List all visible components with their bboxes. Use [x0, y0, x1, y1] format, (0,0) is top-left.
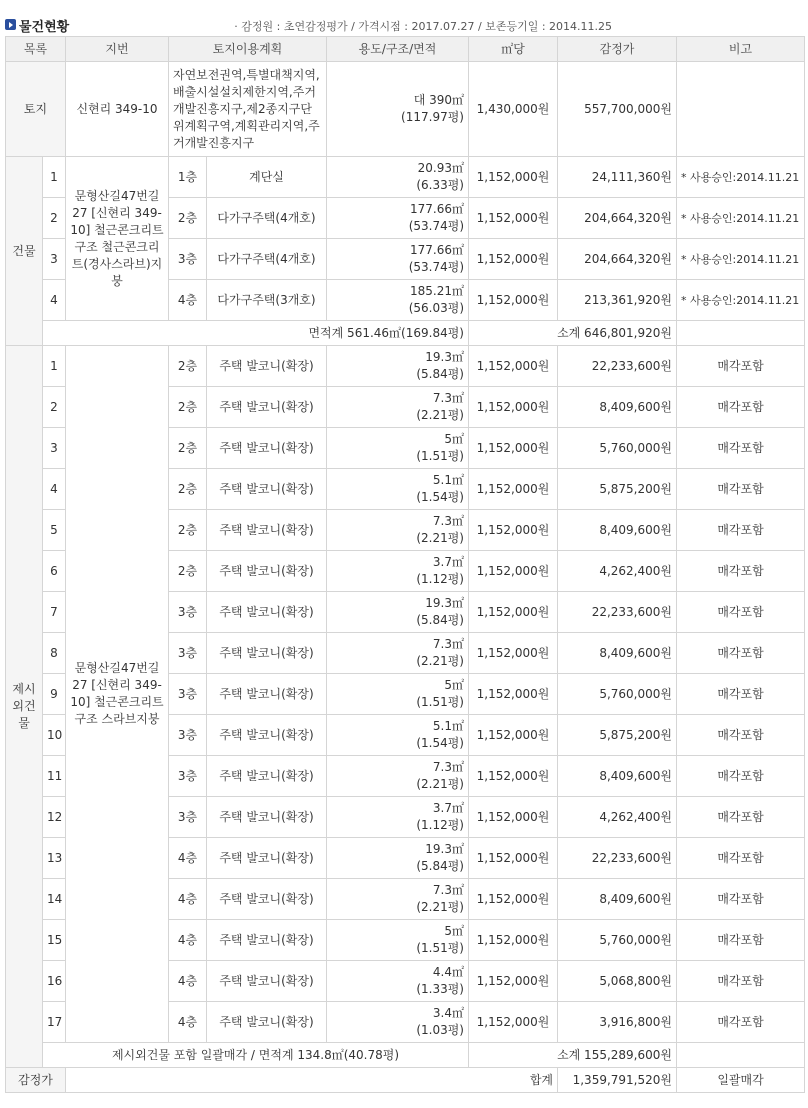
extra-area-py: (1.54평) [416, 736, 464, 750]
extra-unit-price: 1,152,000원 [469, 633, 558, 674]
extra-area-py: (1.33평) [416, 982, 464, 996]
extra-unit-price: 1,152,000원 [469, 756, 558, 797]
extra-floor: 4층 [169, 1002, 207, 1043]
extra-price: 5,760,000원 [558, 920, 677, 961]
extra-no: 5 [43, 510, 66, 551]
section-header [0, 0, 808, 38]
extra-floor: 3층 [169, 633, 207, 674]
extra-floor: 2층 [169, 428, 207, 469]
building-unit-price: 1,152,000원 [469, 157, 558, 198]
extra-area-sqm: 19.3㎡ [425, 350, 464, 364]
extra-no: 16 [43, 961, 66, 1002]
extra-area-py: (1.12평) [416, 572, 464, 586]
building-note: * 사용승인:2014.11.21 [677, 239, 805, 280]
land-note [677, 62, 805, 157]
building-floor: 1층 [169, 157, 207, 198]
extra-area [327, 510, 469, 551]
extra-floor: 4층 [169, 838, 207, 879]
extra-price: 5,875,200원 [558, 715, 677, 756]
extra-area [327, 920, 469, 961]
extra-unit-price: 1,152,000원 [469, 346, 558, 387]
extra-note: 매각포함 [677, 1002, 805, 1043]
building-area-sqm: 20.93㎡ [417, 161, 464, 175]
extra-floor: 2층 [169, 387, 207, 428]
extra-area [327, 469, 469, 510]
land-unit-price: 1,430,000원 [469, 62, 558, 157]
extra-use: 주택 발코니(확장) [207, 838, 327, 879]
extra-floor: 2층 [169, 346, 207, 387]
appraisal-total-label: 합계 [66, 1068, 558, 1093]
building-price: 204,664,320원 [558, 198, 677, 239]
building-row [6, 157, 805, 198]
extra-area-sqm: 7.3㎡ [432, 391, 464, 405]
land-area [327, 62, 469, 157]
building-floor: 4층 [169, 280, 207, 321]
extra-no: 7 [43, 592, 66, 633]
extra-note: 매각포함 [677, 469, 805, 510]
extra-jibun: 문형산길47번길 27 [신현리 349-10] 철근콘크리트구조 스라브지붕 [66, 346, 169, 1043]
building-use: 다가구주택(3개호) [207, 280, 327, 321]
extra-note: 매각포함 [677, 551, 805, 592]
land-area-py: (117.97평) [401, 110, 464, 124]
extra-use: 주택 발코니(확장) [207, 756, 327, 797]
extra-area-sqm: 5.1㎡ [432, 719, 464, 733]
extra-area-sqm: 4.4㎡ [432, 965, 464, 979]
extra-use: 주택 발코니(확장) [207, 551, 327, 592]
extra-no: 3 [43, 428, 66, 469]
extra-note: 매각포함 [677, 920, 805, 961]
extra-use: 주택 발코니(확장) [207, 715, 327, 756]
extra-area-py: (1.12평) [416, 818, 464, 832]
appraisal-note: 일괄매각 [677, 1068, 805, 1093]
extra-area-sqm: 5.1㎡ [432, 473, 464, 487]
extra-unit-price: 1,152,000원 [469, 551, 558, 592]
extra-no: 6 [43, 551, 66, 592]
extra-use: 주택 발코니(확장) [207, 674, 327, 715]
building-area-py: (53.74평) [408, 260, 464, 274]
extra-price: 8,409,600원 [558, 387, 677, 428]
extra-area-sqm: 3.7㎡ [432, 801, 464, 815]
table-header-row [6, 37, 805, 62]
extra-unit-price: 1,152,000원 [469, 1002, 558, 1043]
extra-no: 10 [43, 715, 66, 756]
extra-area [327, 838, 469, 879]
extra-area-sqm: 3.4㎡ [432, 1006, 464, 1020]
extra-use: 주택 발코니(확장) [207, 469, 327, 510]
building-unit-price: 1,152,000원 [469, 239, 558, 280]
extra-unit-price: 1,152,000원 [469, 879, 558, 920]
building-area-total: 면적계 561.46㎡(169.84평) [43, 321, 469, 346]
extra-note: 매각포함 [677, 961, 805, 1002]
building-area-sqm: 177.66㎡ [410, 243, 464, 257]
extra-price: 4,262,400원 [558, 797, 677, 838]
extra-area-sqm: 5㎡ [444, 432, 464, 446]
extra-unit-price: 1,152,000원 [469, 961, 558, 1002]
building-area-sqm: 185.21㎡ [410, 284, 464, 298]
extra-note: 매각포함 [677, 428, 805, 469]
extra-area-py: (1.51평) [416, 449, 464, 463]
land-jibun: 신현리 349-10 [66, 62, 169, 157]
extra-area-py: (1.51평) [416, 941, 464, 955]
extra-use: 주택 발코니(확장) [207, 633, 327, 674]
building-jibun: 문형산길47번길 27 [신현리 349-10] 철근콘크리트구조 철근콘크리트(경사스라브)지붕 [66, 157, 169, 321]
col-header-note: 비고 [677, 37, 805, 62]
section-title: 물건현황 [19, 20, 70, 35]
extra-price: 8,409,600원 [558, 879, 677, 920]
building-area [327, 198, 469, 239]
extra-area-sqm: 7.3㎡ [432, 760, 464, 774]
extra-floor: 4층 [169, 920, 207, 961]
building-use: 다가구주택(4개호) [207, 198, 327, 239]
extra-price: 5,875,200원 [558, 469, 677, 510]
extra-area-total: 제시외건물 포함 일괄매각 / 면적계 134.8㎡(40.78평) [43, 1043, 469, 1068]
extra-price: 5,760,000원 [558, 428, 677, 469]
extra-note: 매각포함 [677, 592, 805, 633]
col-header-price: 감정가 [558, 37, 677, 62]
land-plan: 자연보전권역,특별대책지역,배출시설설치제한지역,주거개발진흥지구,제2종지구단위계획구역,계획관리지역,주거개발진흥지구 [169, 62, 327, 157]
building-floor: 2층 [169, 198, 207, 239]
building-unit-price: 1,152,000원 [469, 280, 558, 321]
extra-area [327, 797, 469, 838]
extra-note: 매각포함 [677, 838, 805, 879]
land-label: 토지 [6, 62, 66, 157]
extra-use: 주택 발코니(확장) [207, 387, 327, 428]
extra-area [327, 756, 469, 797]
extra-unit-price: 1,152,000원 [469, 592, 558, 633]
building-price: 24,111,360원 [558, 157, 677, 198]
property-table [5, 36, 805, 1093]
extra-unit-price: 1,152,000원 [469, 838, 558, 879]
extra-no: 2 [43, 387, 66, 428]
extra-no: 14 [43, 879, 66, 920]
extra-subtotal-empty [677, 1043, 805, 1068]
extra-no: 15 [43, 920, 66, 961]
extra-price: 3,916,800원 [558, 1002, 677, 1043]
building-no: 1 [43, 157, 66, 198]
extra-area-sqm: 7.3㎡ [432, 514, 464, 528]
building-subtotal-row [6, 321, 805, 346]
extra-note: 매각포함 [677, 510, 805, 551]
extra-area-py: (2.21평) [416, 531, 464, 545]
extra-price: 22,233,600원 [558, 838, 677, 879]
appraisal-row [6, 1068, 805, 1093]
col-header-plan: 토지이용계획 [169, 37, 327, 62]
extra-area [327, 879, 469, 920]
col-header-unit-price: ㎡당 [469, 37, 558, 62]
extra-price: 22,233,600원 [558, 346, 677, 387]
extra-area-sqm: 3.7㎡ [432, 555, 464, 569]
extra-unit-price: 1,152,000원 [469, 797, 558, 838]
extra-area [327, 592, 469, 633]
extra-no: 13 [43, 838, 66, 879]
extra-subtotal-row [6, 1043, 805, 1068]
extra-note: 매각포함 [677, 674, 805, 715]
extra-area-sqm: 7.3㎡ [432, 883, 464, 897]
building-area [327, 157, 469, 198]
extra-price: 5,068,800원 [558, 961, 677, 1002]
extra-no: 12 [43, 797, 66, 838]
extra-area [327, 633, 469, 674]
extra-area [327, 961, 469, 1002]
extra-price: 8,409,600원 [558, 633, 677, 674]
extra-area [327, 551, 469, 592]
extra-use: 주택 발코니(확장) [207, 428, 327, 469]
extra-note: 매각포함 [677, 633, 805, 674]
building-note: * 사용승인:2014.11.21 [677, 280, 805, 321]
extra-floor: 2층 [169, 551, 207, 592]
extra-area-py: (2.21평) [416, 900, 464, 914]
extra-floor: 4층 [169, 879, 207, 920]
extra-area-py: (5.84평) [416, 859, 464, 873]
extra-use: 주택 발코니(확장) [207, 961, 327, 1002]
extra-note: 매각포함 [677, 756, 805, 797]
extra-floor: 3층 [169, 674, 207, 715]
extra-use: 주택 발코니(확장) [207, 346, 327, 387]
building-note: * 사용승인:2014.11.21 [677, 157, 805, 198]
appraisal-meta: · 감정원 : 초연감정평가 / 가격시점 : 2017.07.27 / 보존등기일 : 2014.11.25 [234, 20, 612, 33]
extra-area [327, 674, 469, 715]
land-row [6, 62, 805, 157]
extra-no: 11 [43, 756, 66, 797]
extra-floor: 3층 [169, 592, 207, 633]
extra-area [327, 387, 469, 428]
extra-note: 매각포함 [677, 387, 805, 428]
extra-use: 주택 발코니(확장) [207, 592, 327, 633]
extra-floor: 4층 [169, 961, 207, 1002]
extra-area-py: (5.84평) [416, 367, 464, 381]
extra-area [327, 346, 469, 387]
extra-use: 주택 발코니(확장) [207, 797, 327, 838]
extra-unit-price: 1,152,000원 [469, 387, 558, 428]
extra-floor: 3층 [169, 797, 207, 838]
building-subtotal: 소계 646,801,920원 [469, 321, 677, 346]
building-label: 건물 [6, 157, 43, 346]
extra-no: 17 [43, 1002, 66, 1043]
extra-area-sqm: 7.3㎡ [432, 637, 464, 651]
extra-area-py: (2.21평) [416, 654, 464, 668]
extra-use: 주택 발코니(확장) [207, 879, 327, 920]
extra-building-row [6, 346, 805, 387]
extra-note: 매각포함 [677, 715, 805, 756]
building-area [327, 280, 469, 321]
building-no: 3 [43, 239, 66, 280]
building-floor: 3층 [169, 239, 207, 280]
extra-unit-price: 1,152,000원 [469, 469, 558, 510]
building-price: 204,664,320원 [558, 239, 677, 280]
col-header-area: 용도/구조/면적 [327, 37, 469, 62]
extra-price: 5,760,000원 [558, 674, 677, 715]
extra-price: 8,409,600원 [558, 756, 677, 797]
building-use: 계단실 [207, 157, 327, 198]
building-no: 4 [43, 280, 66, 321]
extra-subtotal: 소계 155,289,600원 [469, 1043, 677, 1068]
building-note: * 사용승인:2014.11.21 [677, 198, 805, 239]
building-price: 213,361,920원 [558, 280, 677, 321]
extra-area-sqm: 5㎡ [444, 924, 464, 938]
extra-no: 1 [43, 346, 66, 387]
land-area-sqm: 대 390㎡ [413, 93, 464, 107]
extra-price: 8,409,600원 [558, 510, 677, 551]
extra-area-sqm: 5㎡ [444, 678, 464, 692]
extra-area-py: (5.84평) [416, 613, 464, 627]
building-area [327, 239, 469, 280]
land-price: 557,700,000원 [558, 62, 677, 157]
building-area-py: (53.74평) [408, 219, 464, 233]
building-area-py: (56.03평) [408, 301, 464, 315]
extra-area-py: (1.54평) [416, 490, 464, 504]
extra-area-py: (2.21평) [416, 777, 464, 791]
extra-floor: 2층 [169, 469, 207, 510]
extra-area [327, 428, 469, 469]
extra-building-label: 제시외건물 [6, 346, 43, 1068]
building-area-sqm: 177.66㎡ [410, 202, 464, 216]
extra-area-sqm: 19.3㎡ [425, 596, 464, 610]
col-header-list: 목록 [6, 37, 66, 62]
extra-area-py: (2.21평) [416, 408, 464, 422]
building-subtotal-empty [677, 321, 805, 346]
extra-floor: 3층 [169, 756, 207, 797]
extra-note: 매각포함 [677, 879, 805, 920]
appraisal-label: 감정가 [6, 1068, 66, 1093]
building-unit-price: 1,152,000원 [469, 198, 558, 239]
extra-floor: 3층 [169, 715, 207, 756]
extra-area [327, 715, 469, 756]
extra-use: 주택 발코니(확장) [207, 920, 327, 961]
building-no: 2 [43, 198, 66, 239]
extra-no: 9 [43, 674, 66, 715]
extra-use: 주택 발코니(확장) [207, 1002, 327, 1043]
extra-no: 4 [43, 469, 66, 510]
extra-unit-price: 1,152,000원 [469, 674, 558, 715]
extra-unit-price: 1,152,000원 [469, 510, 558, 551]
extra-area-sqm: 19.3㎡ [425, 842, 464, 856]
extra-area [327, 1002, 469, 1043]
extra-area-py: (1.51평) [416, 695, 464, 709]
extra-unit-price: 1,152,000원 [469, 715, 558, 756]
building-area-py: (6.33평) [416, 178, 464, 192]
extra-floor: 2층 [169, 510, 207, 551]
appraisal-total: 1,359,791,520원 [558, 1068, 677, 1093]
extra-unit-price: 1,152,000원 [469, 428, 558, 469]
extra-use: 주택 발코니(확장) [207, 510, 327, 551]
extra-unit-price: 1,152,000원 [469, 920, 558, 961]
extra-area-py: (1.03평) [416, 1023, 464, 1037]
building-use: 다가구주택(4개호) [207, 239, 327, 280]
extra-price: 4,262,400원 [558, 551, 677, 592]
play-arrow-icon [5, 19, 16, 30]
col-header-jibun: 지번 [66, 37, 169, 62]
extra-no: 8 [43, 633, 66, 674]
extra-note: 매각포함 [677, 797, 805, 838]
extra-note: 매각포함 [677, 346, 805, 387]
extra-price: 22,233,600원 [558, 592, 677, 633]
